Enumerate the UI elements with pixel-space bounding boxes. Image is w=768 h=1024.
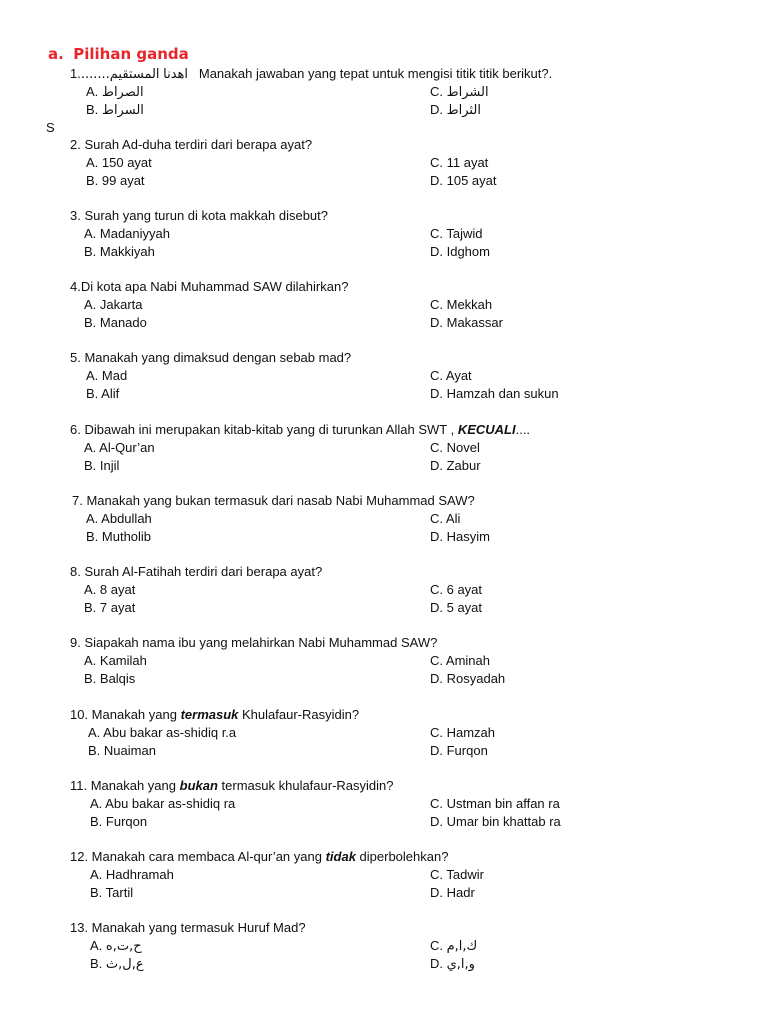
option-a: A. Abu bakar as-shidiq r.a bbox=[88, 725, 237, 740]
option-a: A. Hadhramah bbox=[90, 867, 174, 882]
emphasis-kecuali: KECUALI bbox=[457, 422, 516, 437]
option-d: D. Makassar bbox=[430, 315, 503, 330]
option-c: C. Tadwir bbox=[430, 867, 484, 882]
option-b: B. Manado bbox=[84, 315, 147, 330]
section-heading bbox=[48, 45, 189, 63]
question-stem: 3. Surah yang turun di kota makkah disebut? bbox=[70, 208, 328, 223]
option-b: B. ع,ل,ث bbox=[90, 956, 144, 972]
option-d: D. Idghom bbox=[430, 244, 490, 259]
option-a: A. Mad bbox=[86, 368, 128, 383]
option-c: C. 11 ayat bbox=[430, 155, 489, 170]
question-1-option-c: C. الشراط bbox=[430, 84, 489, 100]
question-stem: 4.Di kota apa Nabi Muhammad SAW dilahirkan? bbox=[70, 279, 349, 294]
option-b: B. Injil bbox=[84, 458, 120, 473]
option-c: C. 6 ayat bbox=[430, 582, 483, 597]
option-a: A. Al-Qur’an bbox=[84, 440, 155, 455]
option-b: B. Makkiyah bbox=[84, 244, 155, 259]
option-d: D. Umar bin khattab ra bbox=[430, 814, 561, 829]
option-d: D. 105 ayat bbox=[430, 173, 497, 188]
question-stem: 8. Surah Al-Fatihah terdiri dari berapa ayat? bbox=[70, 564, 323, 579]
option-a: A. ح,ت,ه bbox=[90, 938, 142, 954]
option-b: B. 99 ayat bbox=[86, 173, 145, 188]
option-b: B. Furqon bbox=[90, 814, 148, 829]
option-d: D. Hadr bbox=[430, 885, 475, 900]
question-stem: 13. Manakah yang termasuk Huruf Mad? bbox=[70, 920, 306, 935]
question-1-number: 1. bbox=[70, 66, 81, 81]
question-stem: 10. Manakah yang termasuk Khulafaur-Rasyidin? bbox=[70, 707, 360, 722]
question-1-arabic-word: اهدنا bbox=[163, 67, 189, 82]
question-1-option-b: B. السراط bbox=[86, 102, 144, 118]
option-a: A. Abdullah bbox=[86, 511, 152, 526]
question-stem: 2. Surah Ad-duha terdiri dari berapa ayat? bbox=[70, 137, 313, 152]
option-b: B. Balqis bbox=[84, 671, 136, 686]
option-a: A. 150 ayat bbox=[86, 155, 152, 170]
question-stem: 9. Siapakah nama ibu yang melahirkan Nabi Muhammad SAW? bbox=[70, 635, 438, 650]
emphasis-tidak: tidak bbox=[325, 849, 356, 864]
option-d: D. و,ا,ي bbox=[430, 956, 475, 972]
option-a: A. Abu bakar as-shidiq ra bbox=[90, 796, 236, 811]
option-d: D. 5 ayat bbox=[430, 600, 483, 615]
option-a: A. Jakarta bbox=[84, 297, 143, 312]
option-b: B. Nuaiman bbox=[88, 743, 156, 758]
option-c: C. ك,ا,م bbox=[430, 938, 478, 954]
option-d: D. Hasyim bbox=[430, 529, 490, 544]
question-1-stem bbox=[70, 65, 552, 84]
question-stem: 7. Manakah yang bukan termasuk dari nasab Nabi Muhammad SAW? bbox=[72, 493, 475, 508]
option-a: A. Madaniyyah bbox=[84, 226, 170, 241]
stray-character: S bbox=[46, 120, 55, 135]
option-d: D. Rosyadah bbox=[430, 671, 506, 686]
section-marker: a. bbox=[48, 45, 64, 63]
question-stem: 5. Manakah yang dimaksud dengan sebab mad? bbox=[70, 350, 352, 365]
option-c: C. Ali bbox=[430, 511, 461, 526]
option-c: C. Hamzah bbox=[430, 725, 496, 740]
question-stem: 12. Manakah cara membaca Al-qur’an yang tidak diperbolehkan? bbox=[70, 849, 449, 864]
question-1-text: Manakah jawaban yang tepat untuk mengisi titik titik berikut?. bbox=[198, 66, 553, 81]
option-c: C. Mekkah bbox=[430, 297, 493, 312]
option-c: C. Tajwid bbox=[430, 226, 483, 241]
question-1-option-a: A. الصراط bbox=[86, 84, 144, 100]
emphasis-bukan: bukan bbox=[179, 778, 218, 793]
option-c: C. Ayat bbox=[430, 368, 472, 383]
option-d: D. Hamzah dan sukun bbox=[430, 386, 559, 401]
option-b: B. Mutholib bbox=[86, 529, 152, 544]
option-d: D. Zabur bbox=[430, 458, 481, 473]
option-a: A. 8 ayat bbox=[84, 582, 136, 597]
option-c: C. Ustman bin affan ra bbox=[430, 796, 560, 811]
question-1-option-d: D. الثراط bbox=[430, 102, 481, 118]
question-1-arabic-blank: المستقيم....... bbox=[80, 67, 160, 82]
option-b: B. Alif bbox=[86, 386, 120, 401]
question-stem: 11. Manakah yang bukan termasuk khulafaur-Rasyidin? bbox=[70, 778, 394, 793]
section-title: Pilihan ganda bbox=[73, 45, 189, 63]
option-d: D. Furqon bbox=[430, 743, 488, 758]
option-a: A. Kamilah bbox=[84, 653, 147, 668]
question-stem: 6. Dibawah ini merupakan kitab-kitab yang di turunkan Allah SWT , KECUALI.... bbox=[70, 422, 531, 437]
option-c: C. Aminah bbox=[430, 653, 490, 668]
option-b: B. 7 ayat bbox=[84, 600, 136, 615]
option-c: C. Novel bbox=[430, 440, 480, 455]
emphasis-termasuk: termasuk bbox=[180, 707, 239, 722]
option-b: B. Tartil bbox=[90, 885, 134, 900]
